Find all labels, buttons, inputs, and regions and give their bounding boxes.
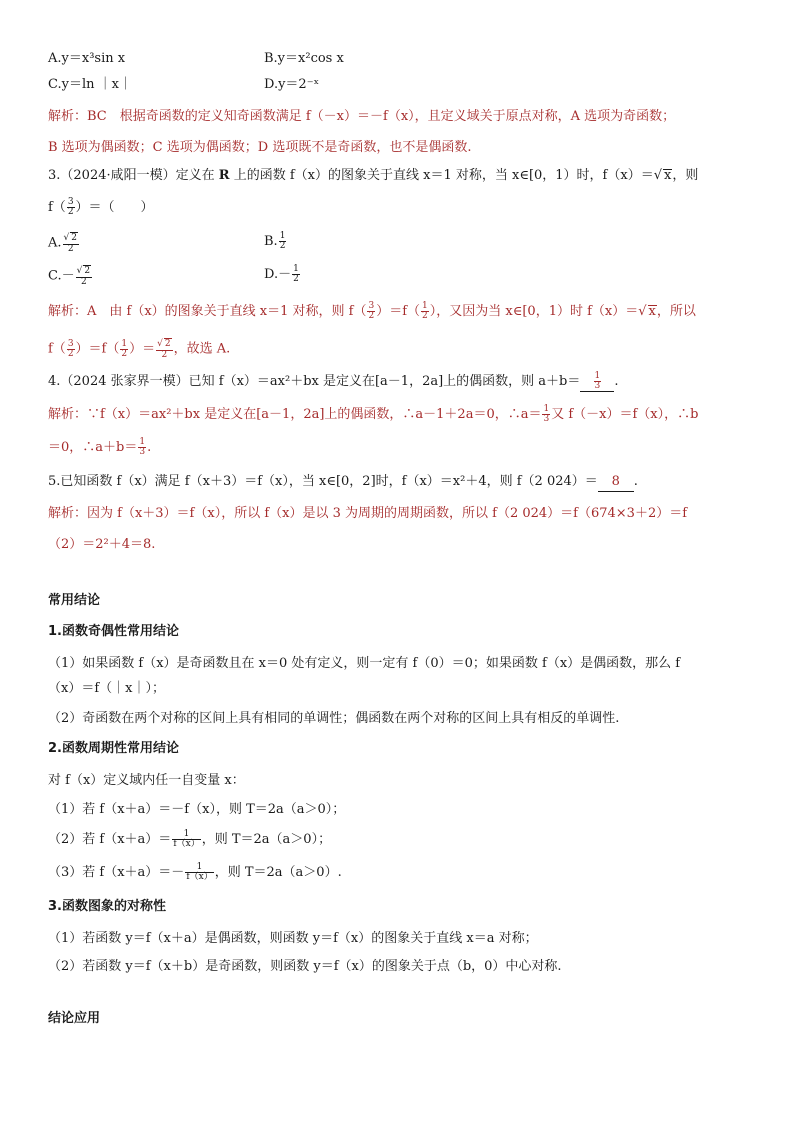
q4-solution-line1 [48, 405, 698, 424]
c2-l2-pre: （2）若 f（x＋a）＝ [48, 832, 172, 847]
frac-den: 2 [279, 241, 286, 251]
c2-line1: （1）若 f（x＋a）＝－f（x），则 T＝2a（a＞0）； [48, 802, 346, 817]
frac-num: √ 2 [157, 339, 171, 349]
q4-answer-frac [594, 372, 602, 391]
q4-sol-2-end: . [147, 440, 152, 455]
q3-sol-frac-3-2 [367, 302, 375, 321]
q3-opt-c-frac [76, 265, 92, 287]
c2-title: 2.函数周期性常用结论 [48, 741, 179, 756]
c1-title: 1.函数奇偶性常用结论 [48, 624, 179, 639]
frac-num: √ 2 [76, 266, 91, 276]
q3-stem-post: 上的函数 f（x）的图象关于直线 x＝1 对称，当 x∈[0，1）时，f（x）＝ [229, 168, 654, 183]
frac-num: √ 2 [63, 233, 78, 243]
frac-num: 1 [293, 264, 299, 274]
q3-sol-2-pre: f（ [48, 341, 66, 357]
q3-stem: 3.（2024·咸阳一模）定义在 R 上的函数 f（x）的图象关于直线 x＝1 对称，当 x∈[0，1）时，f（x）＝√ x，则 [48, 168, 699, 183]
q2-solution-line2: B 选项为偶函数；C 选项为偶函数；D 选项既不是奇函数，也不是偶函数. [48, 140, 472, 155]
q3-sol-1-end: ，所以 [656, 304, 696, 319]
q3-opt-a-label: A. [48, 235, 62, 251]
q3-stem-end: ，则 [672, 168, 699, 183]
frac-den: 2 [67, 244, 74, 254]
q3-frac-3-2 [67, 198, 75, 217]
frac-num: 1 [422, 301, 428, 311]
q3-stem-pre: 3.（2024·咸阳一模）定义在 [48, 168, 219, 183]
q4-stem [48, 372, 619, 392]
q3-option-c [48, 265, 93, 287]
c2-intro: 对 f（x）定义域内任一自变量 x： [48, 773, 245, 788]
q3-sol-sqrt-x: x [648, 304, 656, 319]
q3-solution-line1: 解析：A 由 f（x）的图象关于直线 x＝1 对称，则 f（ $\frac{3}{2}$ ）＝f（ $\frac{1}{2}$ ），又因为当 x∈[0，1）时 f（x）＝√ x，所以 [48, 301, 696, 321]
q3-sol-1-pre: 解析：A 由 f（x）的图象关于直线 x＝1 对称，则 f（ [48, 304, 367, 319]
q4-sol-1-end: 又 f（－x）＝f（x），∴b [551, 407, 699, 422]
q3-sqrt-x: x [664, 168, 672, 183]
q5-stem-end: . [633, 474, 638, 489]
section-common-conclusions: 常用结论 [48, 593, 101, 608]
q3-sol-2-mid: ）＝f（ [75, 341, 120, 357]
q3-sol-2-eq: ）＝ [129, 341, 156, 357]
q4-solution-line2 [48, 438, 151, 457]
sqrt-2: 2 [164, 339, 171, 349]
frac-num: 3 [67, 197, 74, 207]
frac-den: 3 [543, 414, 550, 424]
frac-num: 1 [594, 371, 601, 381]
q5-stem-text: 5.已知函数 f（x）满足 f（x＋3）＝f（x），当 x∈[0，2]时，f（x）＝x²＋4，则 f（2 024）＝ [48, 474, 598, 489]
frac-den: 2 [161, 350, 168, 360]
q3-solution-line2 [48, 338, 230, 360]
frac-num: 1 [543, 404, 550, 414]
q4-stem-end: . [614, 374, 619, 389]
frac-den: 3 [594, 381, 601, 391]
q3-sol-1-mid: ）＝f（ [376, 304, 421, 319]
q2-option-b: B.y＝x²cos x [264, 51, 344, 66]
q3-opt-b-frac [279, 232, 287, 251]
q4-sol2-frac [138, 438, 146, 457]
frac-den: 2 [67, 207, 74, 217]
q3-sol-frac-1-2 [421, 302, 429, 321]
q4-stem-text: 4.（2024 张家界一模）已知 f（x）＝ax²＋bx 是定义在[a－1，2a]上的偶函数，则 a＋b＝ [48, 374, 581, 389]
q3-sol2-frac-3-2 [67, 340, 75, 359]
q3-sol-1-post: ），又因为当 x∈[0，1）时 f（x）＝ [429, 304, 639, 319]
q3-opt-c-label: C.－ [48, 268, 75, 284]
q3-sol-2-end: ，故选 A. [173, 341, 231, 357]
frac-den: 2 [293, 274, 299, 284]
q4-sol-frac [542, 405, 550, 424]
q5-solution-line2: （2）＝2²＋4＝8. [48, 537, 156, 552]
q2-solution-line1: 解析：BC 根据奇函数的定义知奇函数满足 f（－x）＝－f（x），且定义域关于原点对称，A 选项为奇函数； [48, 109, 676, 124]
frac-num: 1 [139, 437, 146, 447]
q3-opt-d-frac [292, 265, 300, 284]
q2-option-d: D.y＝2⁻ˣ [264, 77, 320, 92]
q3-option-a [48, 232, 80, 254]
c3-line1: （1）若函数 y＝f（x＋a）是偶函数，则函数 y＝f（x）的图象关于直线 x＝a 对称； [48, 931, 538, 946]
q3-ask [48, 198, 154, 217]
frac-num: 1 [121, 338, 128, 349]
frac-num: 3 [368, 301, 375, 311]
frac-den: 3 [139, 447, 146, 457]
section-application: 结论应用 [48, 1011, 101, 1026]
c2-line3 [48, 863, 342, 882]
q3-opt-b-label: B. [264, 234, 278, 249]
q3-opt-a-frac [63, 232, 79, 254]
q3-stem-R: R [218, 168, 230, 183]
q4-answer-blank [580, 372, 614, 392]
c2-l3-frac [185, 863, 213, 882]
q4-sol-2: ＝0，∴a＋b＝ [48, 440, 138, 455]
frac-den: 2 [81, 277, 87, 287]
q3-option-b [264, 232, 287, 251]
q3-sol2-frac-sqrt2-2 [156, 338, 172, 360]
c1-line1: （1）如果函数 f（x）是奇函数且在 x＝0 处有定义，则一定有 f（0）＝0；如果函数 f（x）是偶函数，那么 f [48, 656, 681, 671]
frac-den: 2 [368, 311, 375, 321]
c3-line2: （2）若函数 y＝f（x＋b）是奇函数，则函数 y＝f（x）的图象关于点（b，0）中心对称. [48, 959, 562, 974]
q2-option-a: A.y＝x³sin x [48, 51, 126, 66]
frac-num: 1 [185, 863, 213, 873]
c3-title: 3.函数图象的对称性 [48, 899, 166, 914]
frac-num: 3 [67, 338, 74, 349]
sqrt-2: 2 [71, 233, 78, 243]
q3-option-d [264, 265, 301, 284]
q4-sol-1: 解析：∵f（x）＝ax²＋bx 是定义在[a－1，2a]上的偶函数，∴a－1＋2a＝0，∴a＝ [48, 407, 542, 422]
q3-sol2-frac-1-2 [120, 340, 128, 359]
q3-ask-post: ）＝（ ） [75, 200, 154, 215]
frac-den: f（x） [186, 872, 213, 882]
frac-den: 2 [67, 348, 74, 359]
sqrt-2: 2 [84, 266, 91, 276]
c1-line2: （x）＝f（｜x｜）； [48, 681, 165, 696]
c2-l2-post: ，则 T＝2a（a＞0）； [201, 832, 332, 847]
frac-num: 1 [279, 231, 286, 241]
c1-line3: （2）奇函数在两个对称的区间上具有相同的单调性；偶函数在两个对称的区间上具有相反的单调性. [48, 711, 620, 726]
c2-l3-pre: （3）若 f（x＋a）＝－ [48, 865, 185, 880]
frac-den: 2 [121, 348, 128, 359]
c2-l2-frac [172, 830, 200, 849]
c2-line2 [48, 830, 331, 849]
c2-l3-post: ，则 T＝2a（a＞0）. [214, 865, 342, 880]
q5-answer-blank: 8 [598, 473, 634, 492]
frac-num: 1 [172, 830, 200, 840]
q3-opt-d-label: D.－ [264, 267, 292, 282]
frac-den: 2 [422, 311, 428, 321]
q5-stem [48, 473, 638, 492]
q2-option-c: C.y＝ln ｜x｜ [48, 77, 132, 92]
q3-ask-pre: f（ [48, 200, 66, 215]
q5-solution-line1: 解析：因为 f（x＋3）＝f（x），所以 f（x）是以 3 为周期的周期函数，所以 f（2 024）＝f（674×3＋2）＝f [48, 506, 688, 521]
frac-den: f（x） [173, 839, 200, 849]
